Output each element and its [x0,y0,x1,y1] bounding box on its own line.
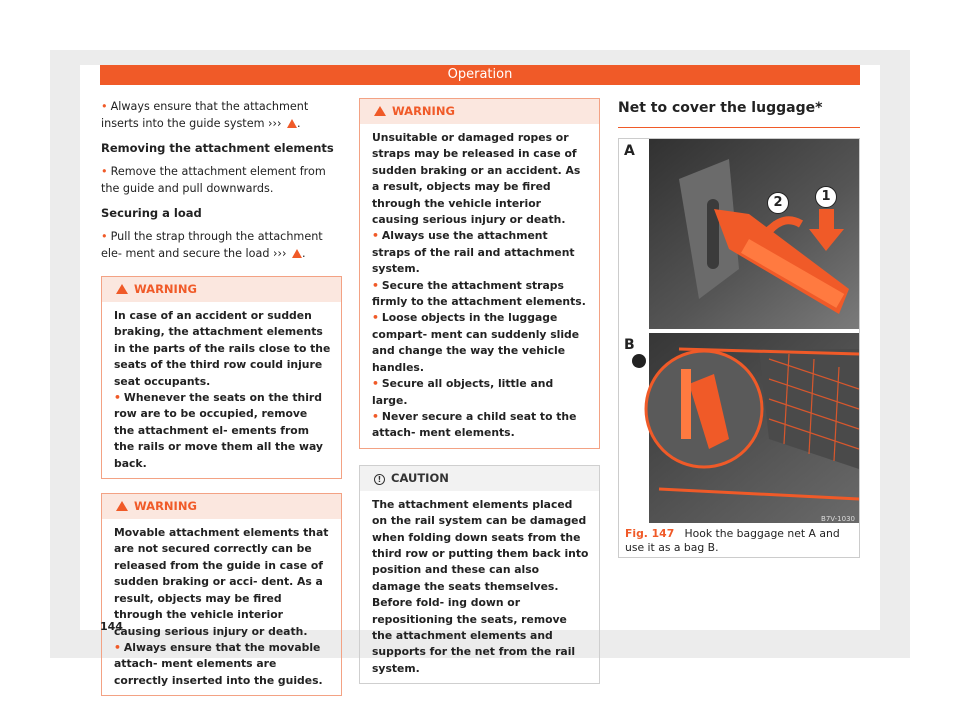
warning-title-text: WARNING [392,104,455,118]
text: Never secure a child seat to the attach- ment elements. [372,409,577,440]
figure-147 [618,138,860,558]
text: Always use the attachment straps of the rail and attachment system. [372,229,575,276]
subheading: Securing a load [101,206,202,220]
warning-bullet [372,409,589,442]
warning-bullet [114,640,331,689]
warning-title-text: WARNING [134,499,197,514]
bullet-icon: • [372,229,379,243]
warning-body [102,302,341,478]
ref-arrows: ››› [273,247,287,260]
caption-text: Hook the baggage net A and use it as a bag B. [625,527,840,554]
figure-number: Fig. 147 [625,527,675,540]
bullet-icon: • [114,640,121,654]
figure-code: B7V-1030 [821,515,855,523]
paragraph: • Always ensure that the attachment inserts into the guide system ››› . [101,100,309,130]
bullet-icon: • [114,391,121,405]
warning-box [101,276,342,479]
warning-bullet [372,278,589,311]
bullet-icon: • [372,311,379,325]
paragraph: • Pull the strap through the attachment ele- ment and secure the load ››› . [101,230,323,260]
header-title: Operation [100,65,860,85]
warning-box [359,98,600,449]
caution-title-text: CAUTION [391,470,449,485]
callout-1: 1 [815,186,837,208]
text: Whenever the seats on the third row are to be occupied, remove the attachment el- ements from the rails or move them all the way back. [114,391,323,470]
text: Always ensure that the movable attach- ment elements are correctly inserted into the guides. [114,640,323,687]
figure-caption [619,523,861,559]
bullet-icon: • [101,165,108,178]
warning-icon [116,284,128,294]
warning-icon [292,249,302,258]
warning-icon [287,119,297,128]
bullet-icon: • [101,100,108,113]
warning-bullet [372,310,589,376]
text: Secure the attachment straps firmly to the attachment elements. [372,278,586,309]
column-3 [618,98,860,558]
callout-2: 2 [767,192,789,214]
subheading: Removing the attachment elements [101,141,334,155]
warning-bullet [114,390,331,472]
section-title: Net to cover the luggage* [618,100,860,128]
text: Loose objects in the luggage compart- ment can suddenly slide and change the way the vehicle handles. [372,311,580,374]
warning-box [101,493,342,696]
label-a: A [624,143,635,159]
paragraph [101,163,342,197]
bullet-icon: • [372,377,379,391]
warning-text: Unsuitable or damaged ropes or straps may be released in case of sudden braking or an accident. As a result, objects may be fired through the vehicle interior causing serious injury or death. [372,131,581,227]
column-2 [359,98,600,684]
label-b: B [624,337,635,353]
warning-title [360,99,599,124]
warning-title-text: WARNING [134,282,197,296]
caution-text: The attachment elements placed on the rail system can be damaged when folding down seats from the third row or putting them back into position and these can also damage the seats themselves. Before fold- ing down or repositioning the seats, remove the attachment elements and supports for the net from the rail system. [372,497,589,675]
warning-title [102,277,341,302]
ref-arrows: ››› [268,117,282,130]
bullet-icon: • [372,278,379,292]
warning-bullet [372,228,589,277]
warning-body [360,124,599,448]
warning-icon [116,501,128,511]
text: Pull the strap through the attachment ele- ment and secure the load [101,230,323,260]
page-number: 144 [100,620,123,633]
warning-text: Movable attachment elements that are not secured correctly can be released from the guide in case of sudden braking or acci- dent. As a result, objects may be fired through the vehicle interior causing serious injury or death. [114,526,329,638]
warning-title [102,494,341,519]
caution-box [359,465,600,684]
caution-body [360,491,599,683]
text: Secure all objects, little and large. [372,377,554,407]
column-1 [101,98,342,710]
text: Remove the attachment element from the guide and pull downwards. [101,165,326,195]
warning-icon [374,106,386,116]
caution-title [360,466,599,491]
bullet-icon: • [101,230,108,243]
text: Always ensure that the attachment inserts into the guide system [101,100,309,130]
warning-text: In case of an accident or sudden braking, the attachment elements in the parts of the rails close to the seats of the third row could injure seat occupants. [114,309,331,388]
bullet-icon: • [372,409,379,423]
warning-bullet [372,376,589,409]
warning-body [102,519,341,695]
caution-icon: ! [374,474,385,485]
